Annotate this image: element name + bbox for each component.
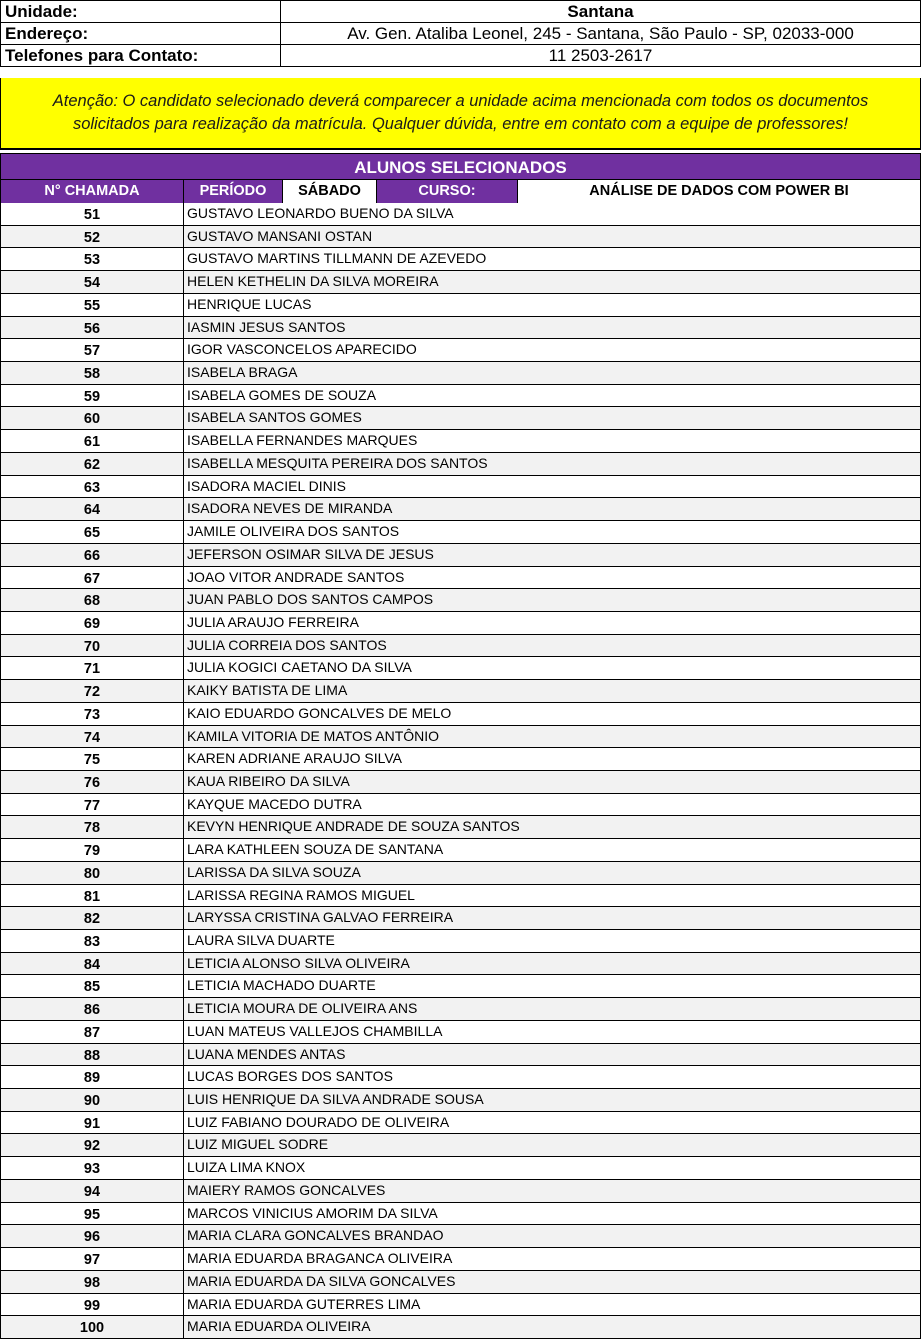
student-row — [0, 248, 921, 271]
address-row — [1, 23, 921, 45]
student-name: ISABELA SANTOS GOMES — [187, 409, 362, 426]
student-row — [0, 362, 921, 385]
student-number: 89 — [1, 1066, 184, 1088]
student-row — [0, 567, 921, 590]
notice-line-2: solicitados para realização da matrícula. Qualquer dúvida, entre em contato com a equipe de professores! — [72, 115, 848, 133]
student-name: HELEN KETHELIN DA SILVA MOREIRA — [187, 273, 439, 290]
student-name: LARISSA REGINA RAMOS MIGUEL — [187, 886, 415, 903]
student-row — [0, 1044, 921, 1067]
student-number: 99 — [1, 1294, 184, 1316]
student-row — [0, 907, 921, 930]
student-number: 67 — [1, 567, 184, 589]
student-name: LARISSA DA SILVA SOUZA — [187, 863, 361, 880]
student-name: LETICIA MACHADO DUARTE — [187, 977, 376, 994]
student-list — [0, 203, 921, 1339]
student-number: 96 — [1, 1225, 184, 1247]
student-name: KAREN ADRIANE ARAUJO SILVA — [187, 750, 402, 767]
student-number: 79 — [1, 839, 184, 861]
student-row — [0, 453, 921, 476]
student-number: 93 — [1, 1157, 184, 1179]
unit-info-table — [0, 0, 921, 67]
period-label: PERÍODO — [183, 180, 282, 203]
student-number: 65 — [1, 521, 184, 543]
student-number: 53 — [1, 248, 184, 270]
address-label: Endereço: — [1, 23, 281, 45]
student-number: 80 — [1, 862, 184, 884]
student-number: 87 — [1, 1021, 184, 1043]
student-row — [0, 589, 921, 612]
student-name: JULIA CORREIA DOS SANTOS — [187, 636, 387, 653]
student-name: KEVYN HENRIQUE ANDRADE DE SOUZA SANTOS — [187, 818, 520, 835]
student-row — [0, 1089, 921, 1112]
address-value: Av. Gen. Ataliba Leonel, 245 - Santana, São Paulo - SP, 02033-000 — [281, 23, 921, 45]
student-row — [0, 975, 921, 998]
student-row — [0, 726, 921, 749]
student-number: 88 — [1, 1044, 184, 1066]
student-number: 59 — [1, 385, 184, 407]
student-row — [0, 1066, 921, 1089]
student-row — [0, 1112, 921, 1135]
student-name: LUIZ FABIANO DOURADO DE OLIVEIRA — [187, 1113, 450, 1130]
student-number: 72 — [1, 680, 184, 702]
student-row — [0, 339, 921, 362]
student-number: 63 — [1, 476, 184, 498]
student-name: JAMILE OLIVEIRA DOS SANTOS — [187, 523, 400, 540]
student-number: 60 — [1, 407, 184, 429]
student-number: 85 — [1, 975, 184, 997]
student-number: 86 — [1, 998, 184, 1020]
student-number: 74 — [1, 726, 184, 748]
student-row — [0, 794, 921, 817]
student-name: GUSTAVO MANSANI OSTAN — [187, 227, 373, 244]
student-name: IASMIN JESUS SANTOS — [187, 318, 346, 335]
student-name: ISABELLA FERNANDES MARQUES — [187, 432, 418, 449]
student-row — [0, 1157, 921, 1180]
student-number: 83 — [1, 930, 184, 952]
student-name: LARA KATHLEEN SOUZA DE SANTANA — [187, 841, 444, 858]
student-number: 56 — [1, 317, 184, 339]
phone-label: Telefones para Contato: — [1, 45, 281, 67]
student-number: 68 — [1, 589, 184, 611]
student-number: 62 — [1, 453, 184, 475]
student-number: 54 — [1, 271, 184, 293]
student-name: MARIA EDUARDA DA SILVA GONCALVES — [187, 1272, 456, 1289]
student-name: LARYSSA CRISTINA GALVAO FERREIRA — [187, 909, 454, 926]
student-row — [0, 407, 921, 430]
phone-row — [1, 45, 921, 67]
number-column-header: N° CHAMADA — [0, 180, 183, 203]
student-number: 57 — [1, 339, 184, 361]
student-row — [0, 1271, 921, 1294]
student-number: 77 — [1, 794, 184, 816]
student-name: LUIS HENRIQUE DA SILVA ANDRADE SOUSA — [187, 1091, 484, 1108]
student-number: 69 — [1, 612, 184, 634]
student-number: 100 — [1, 1316, 184, 1338]
student-name: MARIA EDUARDA OLIVEIRA — [187, 1318, 371, 1335]
course-label: CURSO: — [376, 180, 517, 203]
student-name: LUANA MENDES ANTAS — [187, 1045, 346, 1062]
student-number: 64 — [1, 498, 184, 520]
student-row — [0, 748, 921, 771]
student-name: HENRIQUE LUCAS — [187, 295, 312, 312]
student-row — [0, 1203, 921, 1226]
student-name: JEFERSON OSIMAR SILVA DE JESUS — [187, 545, 434, 562]
student-number: 52 — [1, 226, 184, 248]
student-number: 98 — [1, 1271, 184, 1293]
student-row — [0, 1180, 921, 1203]
attention-notice — [0, 78, 921, 150]
student-row — [0, 1316, 921, 1339]
student-name: KAUA RIBEIRO DA SILVA — [187, 772, 350, 789]
student-row — [0, 317, 921, 340]
student-row — [0, 1021, 921, 1044]
student-number: 73 — [1, 703, 184, 725]
notice-line-1: Atenção: O candidato selecionado deverá comparecer a unidade acima mencionada com todos os documentos — [52, 92, 869, 110]
student-number: 66 — [1, 544, 184, 566]
student-name: JULIA ARAUJO FERREIRA — [187, 613, 359, 630]
student-row — [0, 953, 921, 976]
student-name: ISADORA NEVES DE MIRANDA — [187, 500, 393, 517]
student-row — [0, 226, 921, 249]
student-number: 78 — [1, 816, 184, 838]
student-number: 55 — [1, 294, 184, 316]
student-number: 95 — [1, 1203, 184, 1225]
student-name: GUSTAVO MARTINS TILLMANN DE AZEVEDO — [187, 250, 487, 267]
student-name: IGOR VASCONCELOS APARECIDO — [187, 341, 417, 358]
student-row — [0, 635, 921, 658]
student-number: 70 — [1, 635, 184, 657]
student-row — [0, 521, 921, 544]
student-row — [0, 862, 921, 885]
student-name: MARIA CLARA GONCALVES BRANDAO — [187, 1227, 444, 1244]
student-row — [0, 612, 921, 635]
student-name: LETICIA MOURA DE OLIVEIRA ANS — [187, 1000, 418, 1017]
student-name: ISABELA BRAGA — [187, 364, 298, 381]
student-number: 75 — [1, 748, 184, 770]
student-row — [0, 203, 921, 226]
student-number: 84 — [1, 953, 184, 975]
student-row — [0, 657, 921, 680]
student-name: JULIA KOGICI CAETANO DA SILVA — [187, 659, 412, 676]
period-value: SÁBADO — [282, 180, 376, 203]
student-row — [0, 839, 921, 862]
student-number: 82 — [1, 907, 184, 929]
student-row — [0, 885, 921, 908]
student-row — [0, 998, 921, 1021]
student-number: 92 — [1, 1134, 184, 1156]
student-name: LAURA SILVA DUARTE — [187, 932, 335, 948]
student-number: 58 — [1, 362, 184, 384]
student-name: ISABELLA MESQUITA PEREIRA DOS SANTOS — [187, 454, 488, 471]
student-number: 91 — [1, 1112, 184, 1134]
student-row — [0, 544, 921, 567]
student-name: GUSTAVO LEONARDO BUENO DA SILVA — [187, 205, 454, 221]
student-name: KAYQUE MACEDO DUTRA — [187, 795, 362, 812]
unit-value: Santana — [281, 1, 921, 23]
student-name: LUIZ MIGUEL SODRE — [187, 1136, 329, 1153]
student-row — [0, 930, 921, 953]
student-row — [0, 476, 921, 499]
student-row — [0, 816, 921, 839]
student-row — [0, 294, 921, 317]
notice-text — [53, 90, 868, 136]
student-name: JOAO VITOR ANDRADE SANTOS — [187, 568, 405, 585]
student-name: MARCOS VINICIUS AMORIM DA SILVA — [187, 1204, 438, 1221]
course-value: ANÁLISE DE DADOS COM POWER BI — [517, 180, 921, 203]
student-number: 61 — [1, 430, 184, 452]
student-name: MARIA EDUARDA GUTERRES LIMA — [187, 1295, 421, 1312]
student-number: 81 — [1, 885, 184, 907]
student-name: MAIERY RAMOS GONCALVES — [187, 1181, 386, 1198]
student-name: ISADORA MACIEL DINIS — [187, 477, 346, 494]
student-name: LUIZA LIMA KNOX — [187, 1159, 306, 1176]
student-row — [0, 1294, 921, 1317]
student-name: KAMILA VITORIA DE MATOS ANTÔNIO — [187, 727, 440, 744]
student-row — [0, 703, 921, 726]
student-name: KAIKY BATISTA DE LIMA — [187, 682, 348, 699]
student-name: JUAN PABLO DOS SANTOS CAMPOS — [187, 591, 434, 608]
student-number: 90 — [1, 1089, 184, 1111]
student-number: 51 — [1, 203, 184, 225]
student-name: MARIA EDUARDA BRAGANCA OLIVEIRA — [187, 1250, 453, 1267]
student-name: LUCAS BORGES DOS SANTOS — [187, 1068, 393, 1085]
student-row — [0, 680, 921, 703]
student-number: 71 — [1, 657, 184, 679]
student-name: ISABELA GOMES DE SOUZA — [187, 386, 377, 403]
student-row — [0, 430, 921, 453]
unit-row — [1, 1, 921, 23]
student-number: 94 — [1, 1180, 184, 1202]
student-name: LUAN MATEUS VALLEJOS CHAMBILLA — [187, 1022, 443, 1039]
student-row — [0, 1134, 921, 1157]
student-row — [0, 1248, 921, 1271]
student-number: 97 — [1, 1248, 184, 1270]
student-row — [0, 1225, 921, 1248]
student-name: LETICIA ALONSO SILVA OLIVEIRA — [187, 954, 410, 971]
student-row — [0, 385, 921, 408]
section-title: ALUNOS SELECIONADOS — [0, 153, 921, 180]
student-row — [0, 498, 921, 521]
student-row — [0, 271, 921, 294]
phone-value: 11 2503-2617 — [281, 45, 921, 67]
unit-label: Unidade: — [1, 1, 281, 23]
column-header-row — [0, 180, 921, 203]
student-name: KAIO EDUARDO GONCALVES DE MELO — [187, 704, 452, 721]
student-row — [0, 771, 921, 794]
student-number: 76 — [1, 771, 184, 793]
